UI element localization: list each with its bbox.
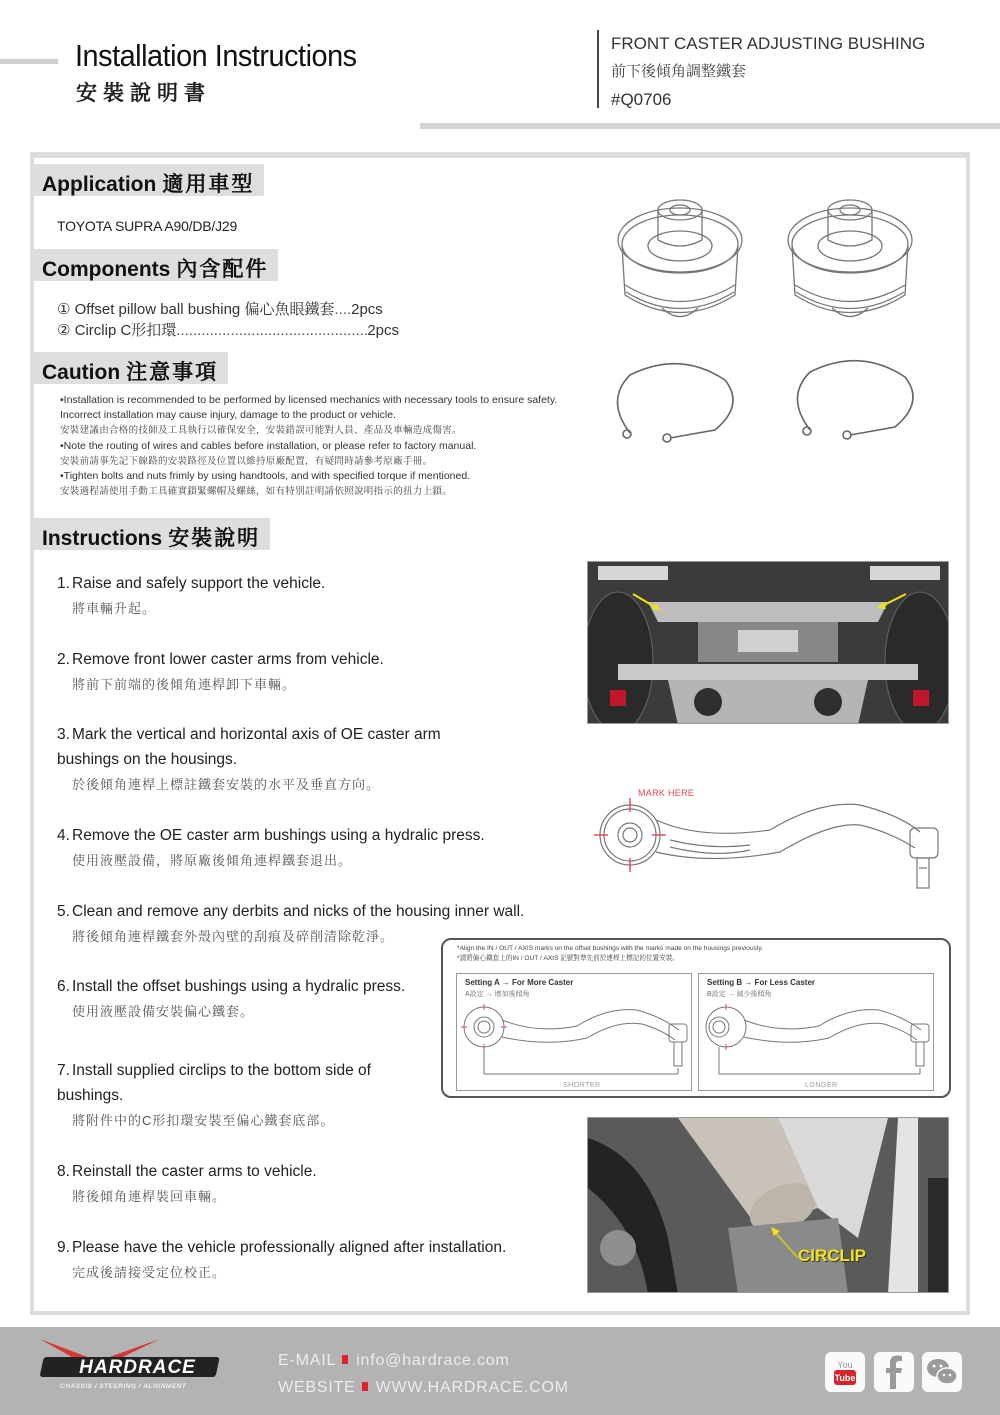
part-number: #Q0706 (611, 90, 672, 109)
caution-item (60, 393, 560, 439)
section-title-zh: 安裝說明 (168, 525, 261, 550)
step-text-zh: 於後傾角連桿上標註鐵套安裝的水平及垂直方向。 (72, 777, 381, 792)
caution-text-en: •Note the routing of wires and cables before installation, or please refer to factory manual. (60, 439, 477, 452)
email-link[interactable]: info@hardrace.com (356, 1352, 510, 1369)
caster-arm-diagram (590, 790, 960, 905)
section-header-application (34, 164, 264, 196)
svg-text:Tube: Tube (834, 1373, 856, 1383)
undercar-photo-illustration (588, 562, 949, 724)
step-text-en: Reinstall the caster arms to vehicle. (72, 1163, 317, 1180)
step-text-zh: 使用液壓設備，將原廠後傾角連桿鐵套退出。 (72, 853, 353, 868)
step-text-en: Raise and safely support the vehicle. (72, 575, 326, 592)
caster-arm-icon (699, 1002, 935, 1080)
step-number: 1. (57, 575, 70, 592)
circlip-photo-illustration (588, 1118, 949, 1293)
header-rule-right (420, 123, 1000, 129)
component-marker: ① (57, 301, 71, 318)
section-header-instructions (34, 518, 270, 550)
contact-info (278, 1347, 569, 1401)
undercar-photo (587, 561, 949, 724)
header-rule-left (0, 59, 58, 64)
wechat-icon[interactable] (922, 1352, 962, 1392)
step-text-zh: 將車輛升起。 (72, 601, 157, 616)
bushing-icon (618, 200, 742, 317)
mark-here-label: MARK HERE (638, 788, 695, 798)
website-row (278, 1374, 569, 1401)
caster-arm-icon (457, 1002, 693, 1080)
footer (0, 1327, 1000, 1415)
component-item (57, 320, 399, 341)
website-link[interactable]: WWW.HARDRACE.COM (375, 1379, 569, 1396)
step-number: 6. (57, 978, 70, 995)
caution-item (60, 469, 560, 499)
step-text-zh: 完成後請接受定位校正。 (72, 1265, 227, 1280)
application-vehicle: TOYOTA SUPRA A90/DB/J29 (57, 218, 238, 234)
page-title: Installation Instructions (75, 38, 357, 73)
caution-text-zh: 安裝過程請使用手動工具確實鎖緊螺帽及螺絲，如有特別註明請依照說明指示的扭力上鎖。 (60, 486, 453, 498)
header-divider (597, 30, 599, 108)
leader-dots (176, 320, 367, 341)
step-number: 3. (57, 726, 70, 743)
settings-note-en: *Align the IN / OUT / AXIS marks on the offset bushings with the marks made on the housings previously. (457, 945, 764, 952)
step-text-en: Clean and remove any derbits and nicks of the housing inner wall. (72, 903, 525, 920)
step-text-en: Remove front lower caster arms from vehicle. (72, 651, 384, 668)
step-number: 7. (57, 1062, 70, 1079)
instruction-step (57, 722, 477, 797)
step-text-zh: 將附件中的C形扣環安裝至偏心鐵套底部。 (72, 1113, 335, 1128)
components-illustration (600, 190, 960, 450)
hardrace-logo[interactable] (40, 1337, 230, 1399)
svg-text:You: You (837, 1360, 853, 1370)
setting-a-length: SHORTER (563, 1082, 601, 1089)
bullet-square-icon (342, 1355, 348, 1364)
step-number: 2. (57, 651, 70, 668)
setting-b-length: LONGER (805, 1082, 838, 1089)
step-text-en: Install supplied circlips to the bottom side of bushings. (57, 1062, 371, 1104)
instruction-step (57, 1235, 577, 1285)
page-title-zh: 安裝說明書 (76, 80, 211, 105)
component-name: Circlip C形扣環 (74, 322, 177, 339)
step-number: 5. (57, 903, 70, 920)
setting-a-title: Setting A → For More Caster (465, 978, 574, 987)
settings-diagram (441, 938, 951, 1098)
component-name: Offset pillow ball bushing 偏心魚眼鐵套 (74, 301, 335, 318)
component-marker: ② (57, 322, 71, 339)
step-text-zh: 將後傾角連桿裝回車輛。 (72, 1189, 227, 1204)
youtube-icon[interactable] (825, 1352, 865, 1392)
step-text-en: Mark the vertical and horizontal axis of OE caster arm bushings on the housings. (57, 726, 441, 768)
bullet-square-icon (362, 1382, 368, 1391)
component-qty: 2pcs (367, 322, 399, 339)
product-info (611, 30, 925, 114)
bushing-icon (788, 200, 912, 317)
instruction-step (57, 1159, 577, 1209)
instruction-step (57, 1058, 397, 1133)
component-qty: 2pcs (351, 301, 383, 318)
circlip-photo (587, 1117, 949, 1293)
step-number: 9. (57, 1239, 70, 1256)
instruction-step (57, 647, 577, 697)
brand-name: HARDRACE (79, 1357, 196, 1378)
mark-crosshair-icon (594, 798, 666, 872)
circlip-label: CIRCLIP (798, 1246, 866, 1265)
section-header-caution (34, 352, 228, 384)
step-text-zh: 使用液壓設備安裝偏心鐵套。 (72, 1004, 255, 1019)
step-text-en: Please have the vehicle professionally aligned after installation. (72, 1239, 507, 1256)
step-text-en: Install the offset bushings using a hydralic press. (72, 978, 406, 995)
setting-b-title-zh: B設定 → 減少後傾角 (707, 991, 772, 998)
website-label: WEBSITE (278, 1379, 356, 1396)
setting-b-title: Setting B → For Less Caster (707, 978, 816, 987)
section-title: Components (42, 258, 171, 281)
instruction-step (57, 571, 577, 621)
caution-text-zh: 安裝前請事先記下線路的安裝路徑及位置以維持原廠配置，有疑問時請參考原廠手冊。 (60, 455, 433, 467)
step-text-zh: 將後傾角連桿鐵套外殼內壁的刮痕及碎削清除乾淨。 (72, 929, 395, 944)
caution-text-zh: 安裝建議由合格的技師及工具執行以確保安全，安裝錯誤可能對人員、產品及車輛造成傷害。 (60, 425, 462, 437)
setting-b-panel (698, 973, 934, 1091)
section-title: Caution (42, 361, 121, 384)
caution-text-en: •Installation is recommended to be performed by licensed mechanics with necessary tools to ensure safety. Incorrect installation may cause injury, damage to the product or vehicle. (60, 394, 558, 422)
caution-list (60, 393, 560, 499)
product-name-zh: 前下後傾角調整鐵套 (611, 63, 747, 80)
component-item: ① Offset pillow ball bushing 偏心魚眼鐵套 .... 2pcs (57, 301, 383, 318)
step-text-en: Remove the OE caster arm bushings using a hydralic press. (72, 827, 485, 844)
circlip-icon (798, 361, 914, 439)
section-title: Instructions (42, 527, 163, 550)
caster-arm-icon (600, 804, 938, 888)
step-text-zh: 將前下前端的後傾角連桿卸下車輛。 (72, 677, 297, 692)
brand-tagline: CHASSIS / STEERING / ALIGNMENT (60, 1383, 187, 1390)
email-label: E-MAIL (278, 1352, 337, 1369)
circlip-icon (618, 364, 734, 442)
step-number: 8. (57, 1163, 70, 1180)
section-title-zh: 內含配件 (176, 256, 269, 281)
section-title-zh: 注意事項 (126, 359, 219, 384)
setting-a-title-zh: A設定 → 增加後傾角 (465, 991, 530, 998)
product-name: FRONT CASTER ADJUSTING BUSHING (611, 34, 926, 53)
email-row (278, 1347, 569, 1374)
components-list (57, 299, 399, 341)
caution-item (60, 439, 560, 469)
section-title: Application (42, 173, 157, 196)
setting-a-panel (456, 973, 692, 1091)
section-header-components (34, 249, 278, 281)
instruction-step (57, 823, 577, 873)
caution-text-en: •Tighten bolts and nuts frimly by using handtools, and with specified torque if mentioned. (60, 470, 471, 483)
step-number: 4. (57, 827, 70, 844)
section-title-zh: 適用車型 (162, 171, 255, 196)
settings-note-zh: *請將偏心鐵套上的IN / OUT / AXIS 記號對準先前於連桿上標記的位置安裝。 (457, 955, 679, 962)
settings-note (457, 944, 763, 964)
facebook-icon[interactable] (874, 1352, 914, 1392)
